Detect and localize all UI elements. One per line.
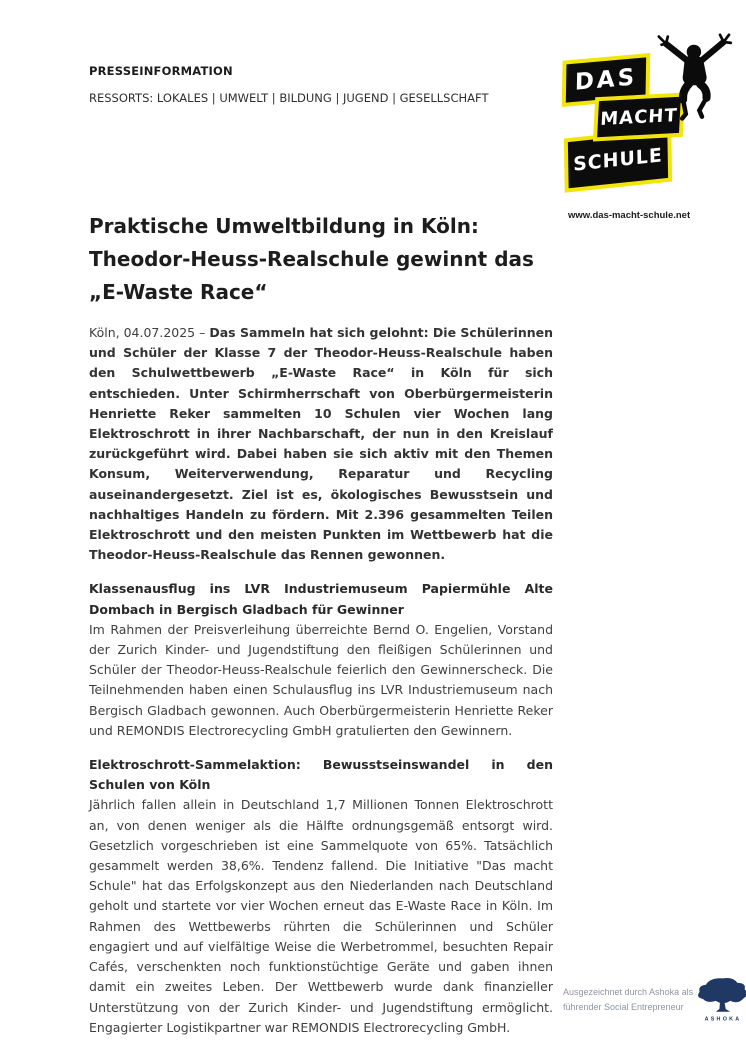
logo-word-schule: SCHULE — [568, 132, 668, 189]
logo-word-das: DAS — [566, 57, 646, 102]
section-award-trip — [89, 579, 553, 741]
lead-paragraph — [89, 323, 553, 565]
website-url: www.das-macht-schule.net — [568, 210, 691, 221]
ressorts-line: RESSORTS: LOKALES | UMWELT | BILDUNG | JUGEND | GESELLSCHAFT — [89, 91, 489, 105]
page-title — [89, 210, 553, 309]
ashoka-award-text — [563, 985, 693, 1015]
section-text: Im Rahmen der Preisverleihung überreichte Bernd O. Engelien, Vorstand der Zurich Kinder- und Jugendstiftung den fleißigen Schülerinnen und Schüler der Theodor-Heuss-Realschule feierlich den Gewinnerscheck. Die Teilnehmenden haben einen Schulausflug ins LVR Industriemuseum nach Bergisch Gladbach gewonnen. Auch Oberbürgermeisterin Henriette Reker und REMONDIS Electrorecycling GmbH gratulierten den Gewinnern. — [89, 621, 553, 738]
lead-text: Das Sammeln hat sich gelohnt: Die Schülerinnen und Schüler der Klasse 7 der Theodor-Heuss-Realschule haben den Schulwettbewerb „E-Waste Race“ in Köln für sich entschieden. Unter Schirmherrschaft von Oberbürgermeisterin Henriette Reker sammelten 10 Schulen vier Wochen lang Elektroschrott in ihrer Nachbarschaft, der nun in den Kreislauf zurückgeführt wird. Dabei haben sie sich aktiv mit den Themen Konsum, Weiterverwendung, Reparatur und Recycling auseinandergesetzt. Ziel ist es, ökologisches Bewusstsein und nachhaltiges Handeln zu fördern. Mit 2.396 gesammelten Teilen Elektroschrott und den meisten Punkten im Wettbewerb hat die Theodor-Heuss-Realschule das Rennen gewonnen. — [89, 325, 554, 563]
award-line-1: Ausgezeichnet durch Ashoka als — [563, 987, 694, 997]
title-line-1: Praktische Umweltbildung in Köln: — [89, 214, 479, 238]
ashoka-award-footer — [563, 974, 746, 1026]
section-heading: Elektroschrott-Sammelaktion: Bewusstseinswandel in den Schulen von Köln — [89, 757, 553, 793]
section-ewaste-campaign — [89, 755, 553, 1038]
section-heading: Klassenausflug ins LVR Industriemuseum Papiermühle Alte Dombach in Bergisch Gladbach für Gewinner — [89, 581, 553, 617]
ashoka-tree-icon — [696, 974, 746, 1026]
logo-word-macht: MACHT — [597, 97, 681, 137]
award-line-2: führender Social Entrepreneur — [563, 1002, 684, 1012]
section-text: Jährlich fallen allein in Deutschland 1,7 Millionen Tonnen Elektroschrott an, von denen weniger als die Hälfte ordnungsgemäß entsorgt wird. Gesetzlich vorgeschrieben ist eine Sammelquote von 65%. Tatsächlich gesammelt werden 38,6%. Tendenz fallend. Die Initiative "Das macht Schule" hat das Erfolgskonzept aus den Niederlanden nach Deutschland geholt und startete vor vier Wochen erneut das E-Waste Race in Köln. Im Rahmen des Wettbewerbs rührten die Schülerinnen und Schüler engagiert und auf vielfältige Weise die Werbetrommel, besuchten Repair Cafés, verschenkten noch funktionstüchtige Geräte und gaben ihnen damit ein zweites Leben. Der Wettbewerb wurde dank finanzieller Unterstützung von der Zurich Kinder- und Jugendstiftung ermöglicht. Engagierter Logistikpartner war REMONDIS Electrorecycling GmbH. — [89, 797, 553, 1035]
title-line-2: Theodor-Heuss-Realschule gewinnt das „E-Waste Race“ — [89, 247, 534, 304]
article-body — [89, 210, 553, 1052]
ashoka-wordmark: ASHOKA — [704, 1016, 742, 1023]
press-info-kicker: PRESSEINFORMATION — [89, 64, 233, 78]
dateline: Köln, 04.07.2025 – — [89, 325, 210, 340]
jumping-person-icon — [648, 32, 738, 124]
das-macht-schule-logo — [556, 30, 744, 226]
